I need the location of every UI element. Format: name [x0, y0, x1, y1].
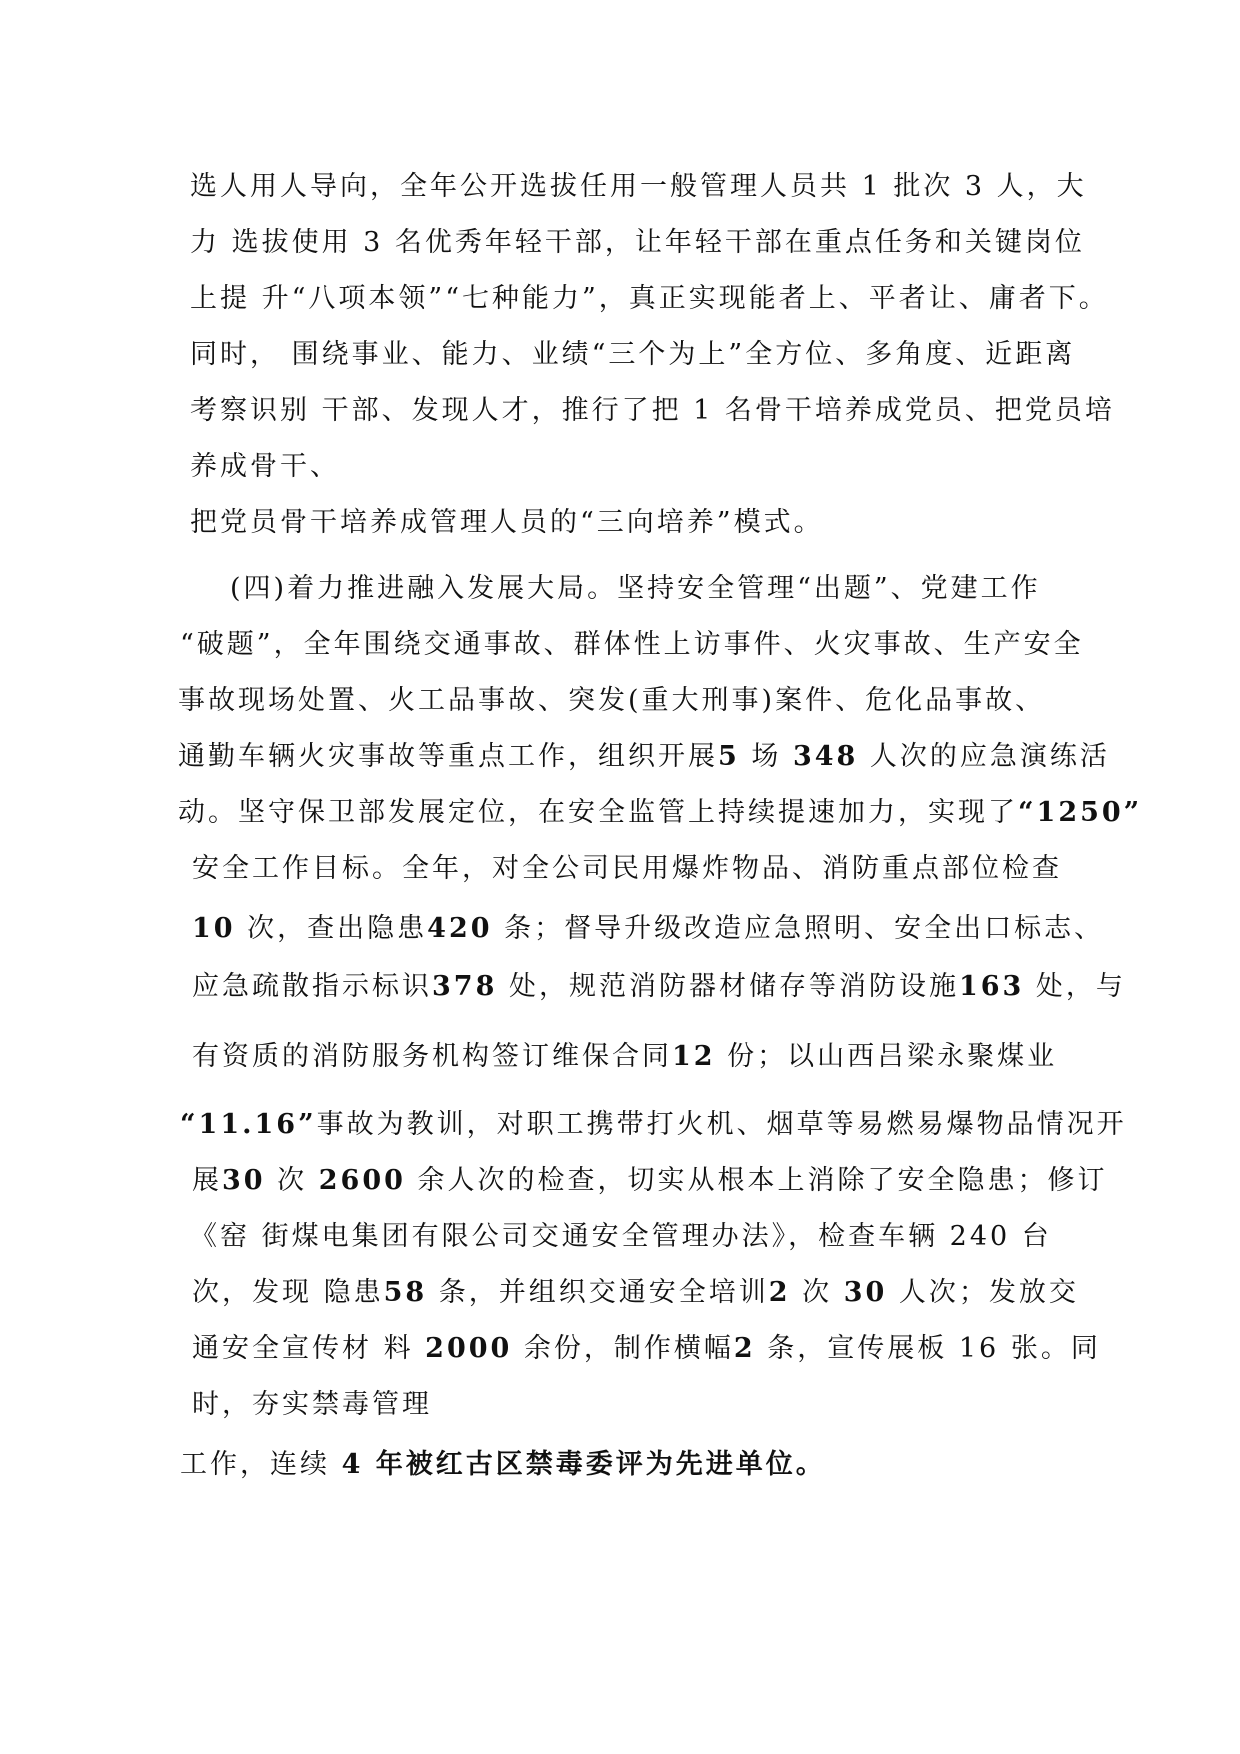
- text-line: [192, 1040, 1057, 1074]
- text-span: 场: [739, 741, 793, 772]
- text-span: 处，与: [1024, 971, 1126, 1002]
- text-line: [178, 796, 1142, 830]
- text-span: 余人次的检查，切实从根本上消除了安全隐患；修订: [405, 1165, 1108, 1196]
- text-span: 条；督导升级改造应急照明、安全出口标志、: [492, 913, 1105, 944]
- text-span: 条，宣传展板 16 张。同: [755, 1333, 1101, 1364]
- text-span: 通安全宣传材 料: [192, 1333, 426, 1364]
- text-line: 力 选拔使用 3 名优秀年轻干部，让年轻干部在重点任务和关键岗位: [190, 227, 1085, 258]
- number-span: 420: [427, 913, 493, 944]
- text-line: 选人用人导向，全年公开选拔任用一般管理人员共 1 批次 3 人，大: [190, 171, 1087, 202]
- text-line: [180, 1448, 826, 1482]
- text-line: 把党员骨干培养成管理人员的“三向培养”模式。: [190, 507, 824, 538]
- text-line: 《窑 街煤电集团有限公司交通安全管理办法》，检查车辆 240 台: [190, 1221, 1052, 1252]
- text-line: 事故现场处置、火工品事故、突发(重大刑事)案件、危化品事故、: [178, 685, 1046, 716]
- text-span: 有资质的消防服务机构签订维保合同: [192, 1041, 672, 1072]
- text-line: [180, 1108, 1127, 1142]
- emphasis-span: 4 年被红古区禁毒委评为先进单位。: [341, 1449, 826, 1480]
- text-line: 养成骨干、: [190, 451, 340, 482]
- text-span: 次，发现 隐患: [192, 1277, 384, 1308]
- text-line: [192, 1332, 1101, 1366]
- text-span: 条，并组织交通安全培训: [427, 1277, 769, 1308]
- number-span: 2: [733, 1333, 756, 1364]
- text-line: 时，夯实禁毒管理: [192, 1389, 432, 1420]
- number-span: “11.16”: [180, 1109, 317, 1140]
- number-span: 10: [192, 913, 236, 944]
- text-span: 展: [192, 1165, 222, 1196]
- text-line: 安全工作目标。全年，对全公司民用爆炸物品、消防重点部位检查: [192, 853, 1062, 884]
- number-span: 2600: [318, 1165, 406, 1196]
- text-span: 工作，连续: [180, 1449, 342, 1480]
- text-span: 份；以山西吕梁永聚煤业: [715, 1041, 1058, 1072]
- text-line: “破题”，全年围绕交通事故、群体性上访事件、火灾事故、生产安全: [180, 629, 1084, 660]
- number-span: 5: [718, 741, 740, 772]
- text-span: 处，规范消防器材储存等消防设施: [497, 971, 959, 1002]
- number-span: 2000: [425, 1333, 513, 1364]
- number-span: 30: [843, 1277, 888, 1308]
- text-line: 上提 升“八项本领”“七种能力”，真正实现能者上、平者让、庸者下。: [190, 283, 1109, 314]
- number-span: 378: [432, 971, 498, 1002]
- number-span: 58: [383, 1277, 428, 1308]
- text-span: 事故为教训，对职工携带打火机、烟草等易燃易爆物品情况开: [316, 1109, 1127, 1140]
- text-line: [192, 1164, 1108, 1198]
- text-line: 同时， 围绕事业、能力、业绩“三个为上”全方位、多角度、近距离: [190, 339, 1076, 370]
- number-span: 348: [792, 741, 859, 772]
- text-span: 应急疏散指示标识: [192, 971, 432, 1002]
- text-line: [192, 970, 1126, 1004]
- text-span: 余份，制作横幅: [512, 1333, 734, 1364]
- number-span: 163: [958, 971, 1025, 1002]
- text-line: 考察识别 干部、发现人才，推行了把 1 名骨干培养成党员、把党员培: [190, 395, 1115, 426]
- text-span: 次: [265, 1165, 319, 1196]
- text-span: 次: [790, 1277, 844, 1308]
- paragraph-heading-line: (四)着力推进融入发展大局。坚持安全管理“出题”、党建工作: [230, 573, 1041, 604]
- number-span: 2: [768, 1277, 791, 1308]
- text-span: 人次的应急演练活: [858, 741, 1110, 772]
- text-line: [192, 1276, 1079, 1310]
- text-line: [178, 740, 1110, 774]
- number-span: 12: [672, 1041, 716, 1072]
- text-span: 人次；发放交: [887, 1277, 1079, 1308]
- number-span: “1250”: [1018, 797, 1143, 828]
- text-span: 次，查出隐患: [235, 913, 428, 944]
- text-span: 通勤车辆火灾事故等重点工作，组织开展: [178, 741, 718, 772]
- text-span: 动。坚守保卫部发展定位，在安全监管上持续提速加力，实现了: [178, 797, 1018, 828]
- number-span: 30: [222, 1165, 266, 1196]
- text-line: [192, 912, 1104, 946]
